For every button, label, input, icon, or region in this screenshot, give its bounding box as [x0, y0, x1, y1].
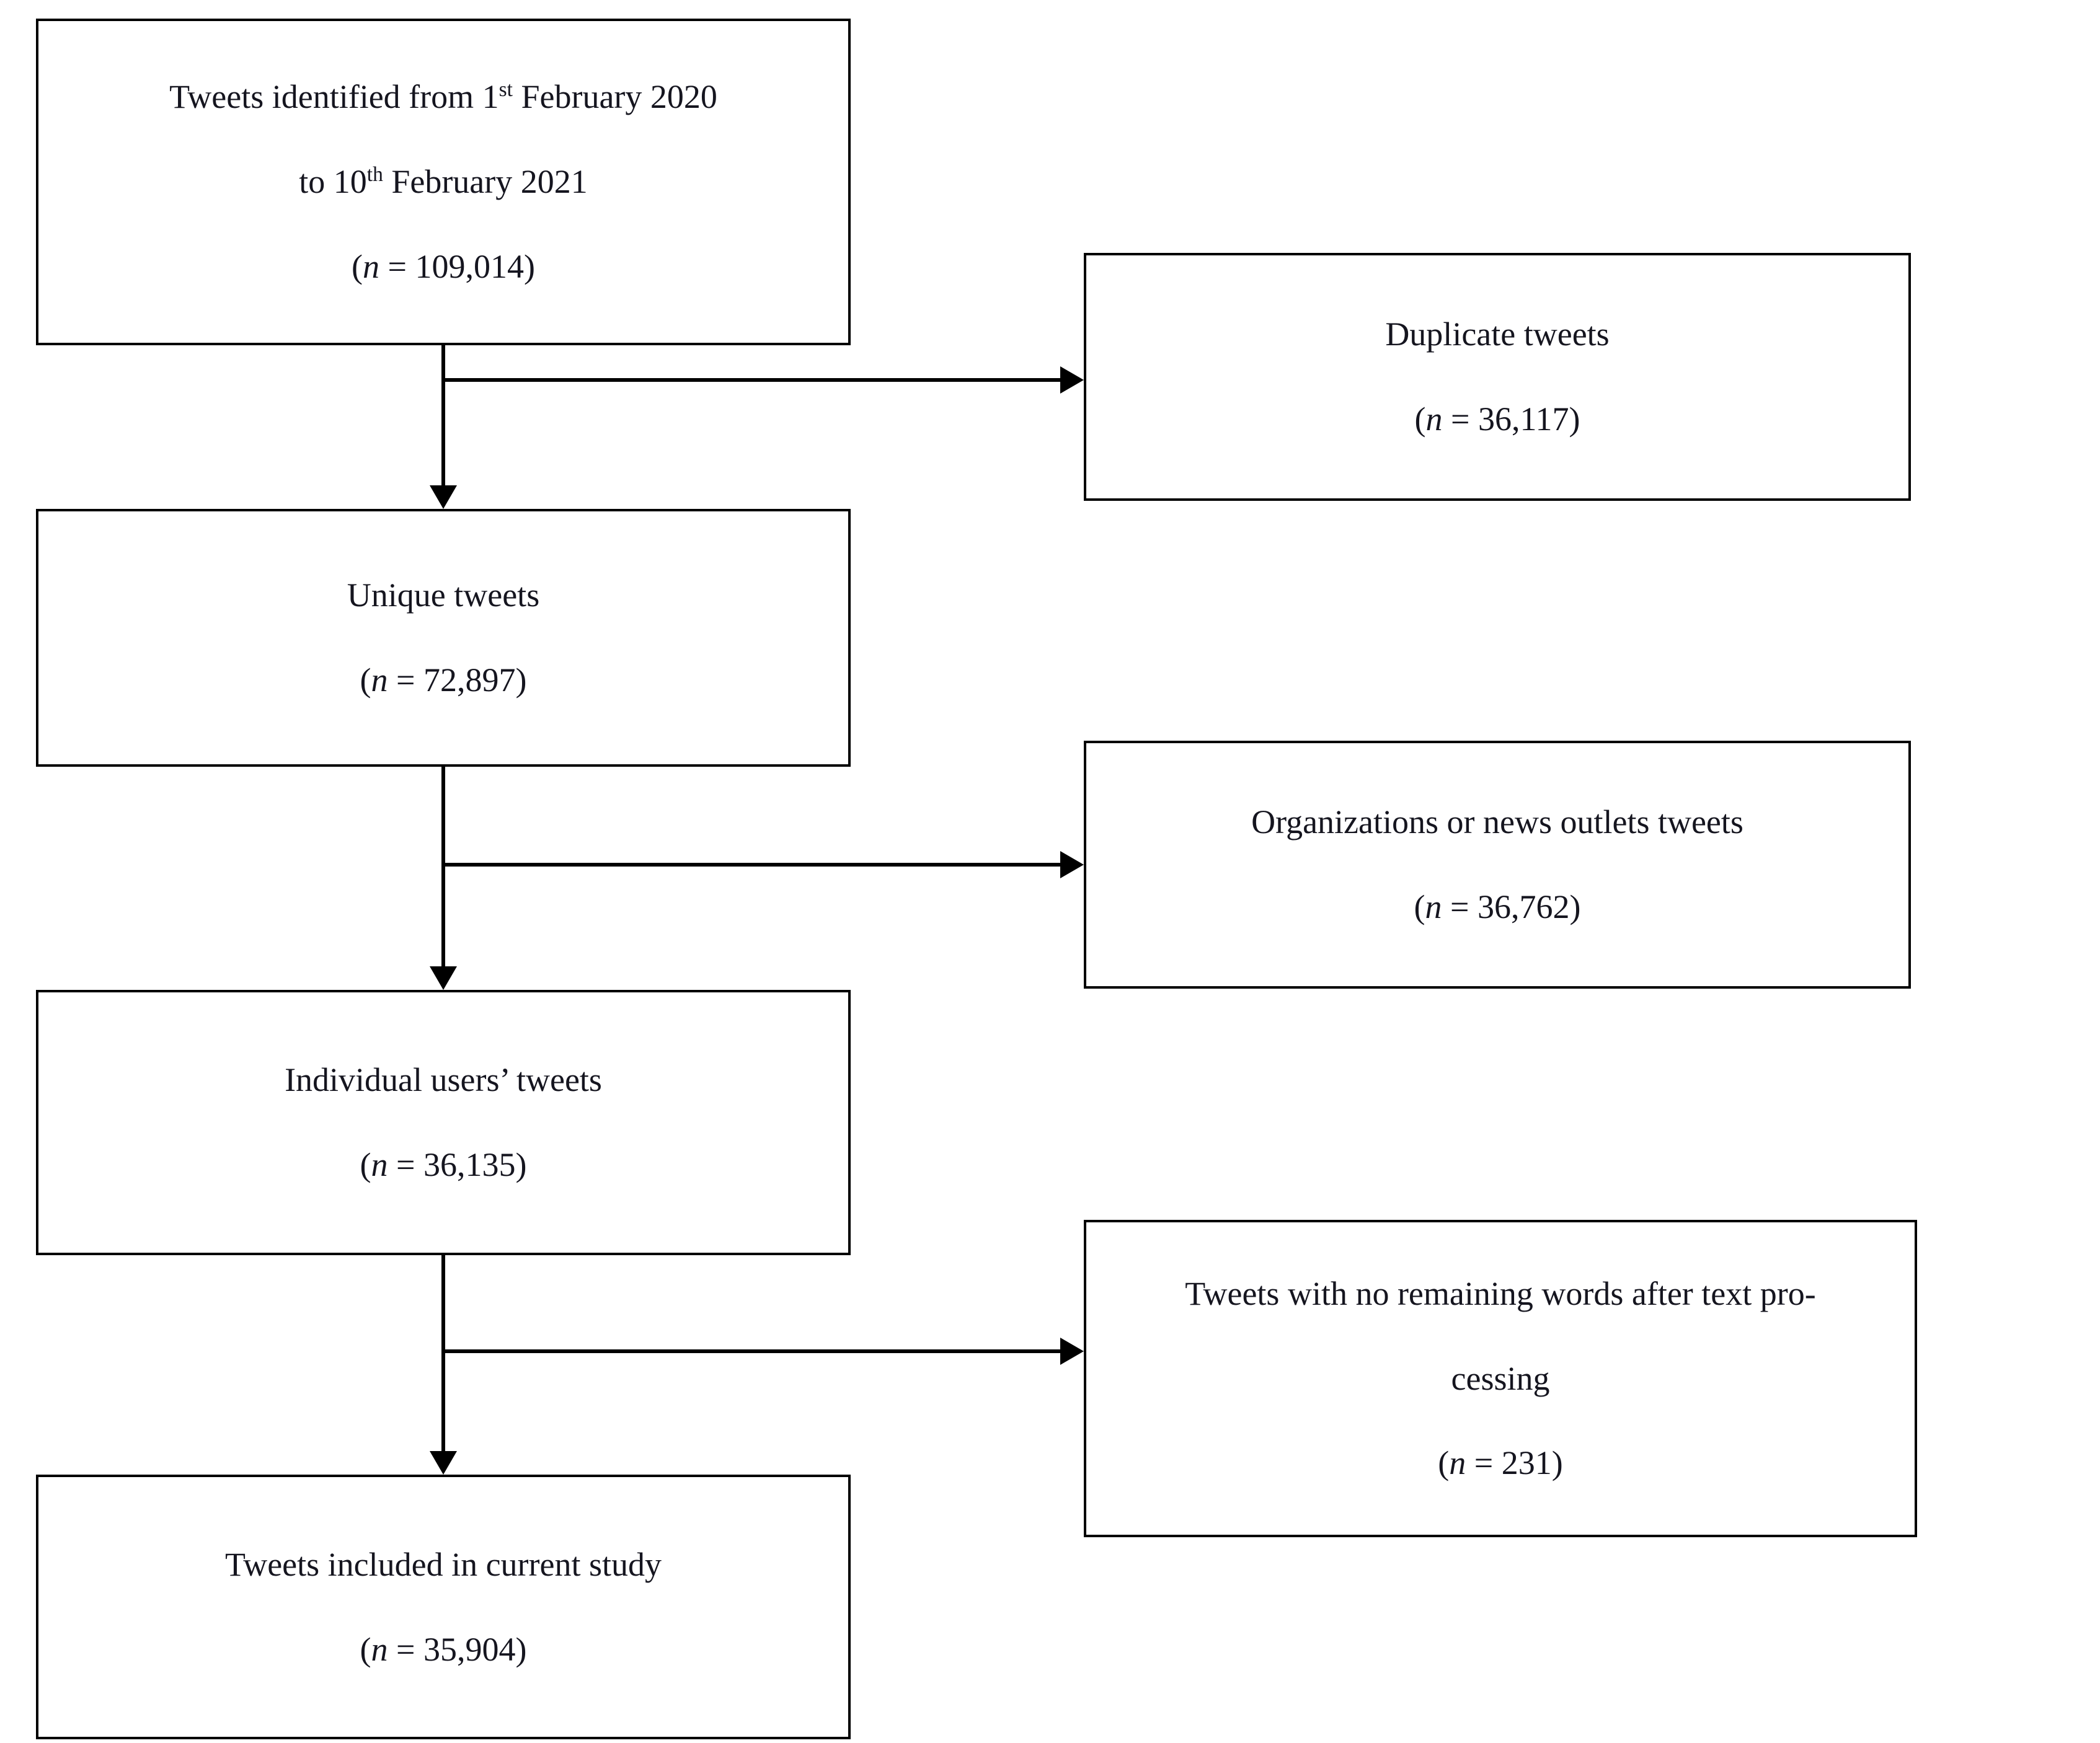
n-variable: n: [371, 1146, 388, 1183]
individual-count: [360, 1147, 527, 1183]
n-variable: n: [371, 1630, 388, 1668]
count-value: = 35,904): [388, 1630, 527, 1668]
box-unique-tweets: [36, 509, 851, 767]
arrow-unique-to-individual-line: [441, 767, 445, 969]
paren-open: (: [360, 1146, 371, 1183]
arrow-identified-to-unique-head: [430, 485, 457, 509]
individual-label: Individual users’ tweets: [285, 1061, 602, 1099]
organizations-count: [1414, 889, 1581, 925]
count-value: = 72,897): [388, 661, 527, 699]
count-value: = 36,762): [1442, 888, 1581, 925]
arrow-to-organizations-head: [1060, 851, 1084, 878]
box-organizations-tweets: [1084, 741, 1911, 989]
no-words-label-line-2: cessing: [1451, 1359, 1550, 1397]
arrow-to-no-words-line: [443, 1349, 1061, 1353]
arrow-to-organizations-line: [443, 863, 1061, 867]
paren-open: (: [352, 247, 363, 285]
included-label: Tweets included in current study: [224, 1545, 662, 1583]
ordinal-superscript: th: [366, 163, 383, 187]
duplicates-count: [1415, 402, 1580, 437]
text-span: Tweets identified from 1: [169, 78, 499, 116]
count-value: = 109,014): [379, 247, 535, 285]
arrow-individual-to-included-head: [430, 1451, 457, 1475]
box-tweets-included: [36, 1475, 851, 1739]
paren-open: (: [1414, 400, 1426, 438]
arrow-identified-to-unique-line: [441, 345, 445, 488]
n-variable: n: [1449, 1444, 1466, 1482]
text-span: February 2021: [383, 163, 588, 201]
n-variable: n: [371, 661, 388, 699]
box-no-remaining-words-tweets: [1084, 1220, 1917, 1537]
arrow-to-duplicates-head: [1060, 366, 1084, 394]
paren-open: (: [1438, 1444, 1450, 1482]
text-span: February 2020: [512, 78, 717, 116]
unique-count: [360, 663, 527, 698]
box-individual-users-tweets: [36, 990, 851, 1255]
included-count: [360, 1632, 527, 1667]
no-words-label-line-1: Tweets with no remaining words after text pro-: [1185, 1274, 1816, 1312]
arrow-to-duplicates-line: [443, 378, 1061, 382]
n-variable: n: [1425, 400, 1443, 438]
organizations-label: Organizations or news outlets tweets: [1251, 803, 1743, 841]
duplicates-label: Duplicate tweets: [1385, 316, 1610, 353]
count-value: = 231): [1466, 1444, 1563, 1482]
identified-label-line-1: [169, 79, 717, 115]
n-variable: n: [363, 247, 380, 285]
unique-label: Unique tweets: [347, 576, 540, 614]
box-tweets-identified: [36, 19, 851, 345]
identified-count: [352, 249, 535, 285]
n-variable: n: [1425, 888, 1442, 925]
arrow-to-no-words-head: [1060, 1338, 1084, 1365]
count-value: = 36,135): [388, 1146, 527, 1183]
paren-open: (: [360, 661, 371, 699]
count-value: = 36,117): [1442, 400, 1580, 438]
no-words-count: [1438, 1445, 1562, 1481]
paren-open: (: [360, 1630, 371, 1668]
identified-label-line-2: [299, 164, 588, 200]
paren-open: (: [1414, 888, 1425, 925]
text-span: to 10: [299, 163, 367, 201]
arrow-unique-to-individual-head: [430, 966, 457, 990]
arrow-individual-to-included-line: [441, 1255, 445, 1454]
box-duplicate-tweets: [1084, 253, 1911, 501]
ordinal-superscript: st: [498, 78, 513, 102]
